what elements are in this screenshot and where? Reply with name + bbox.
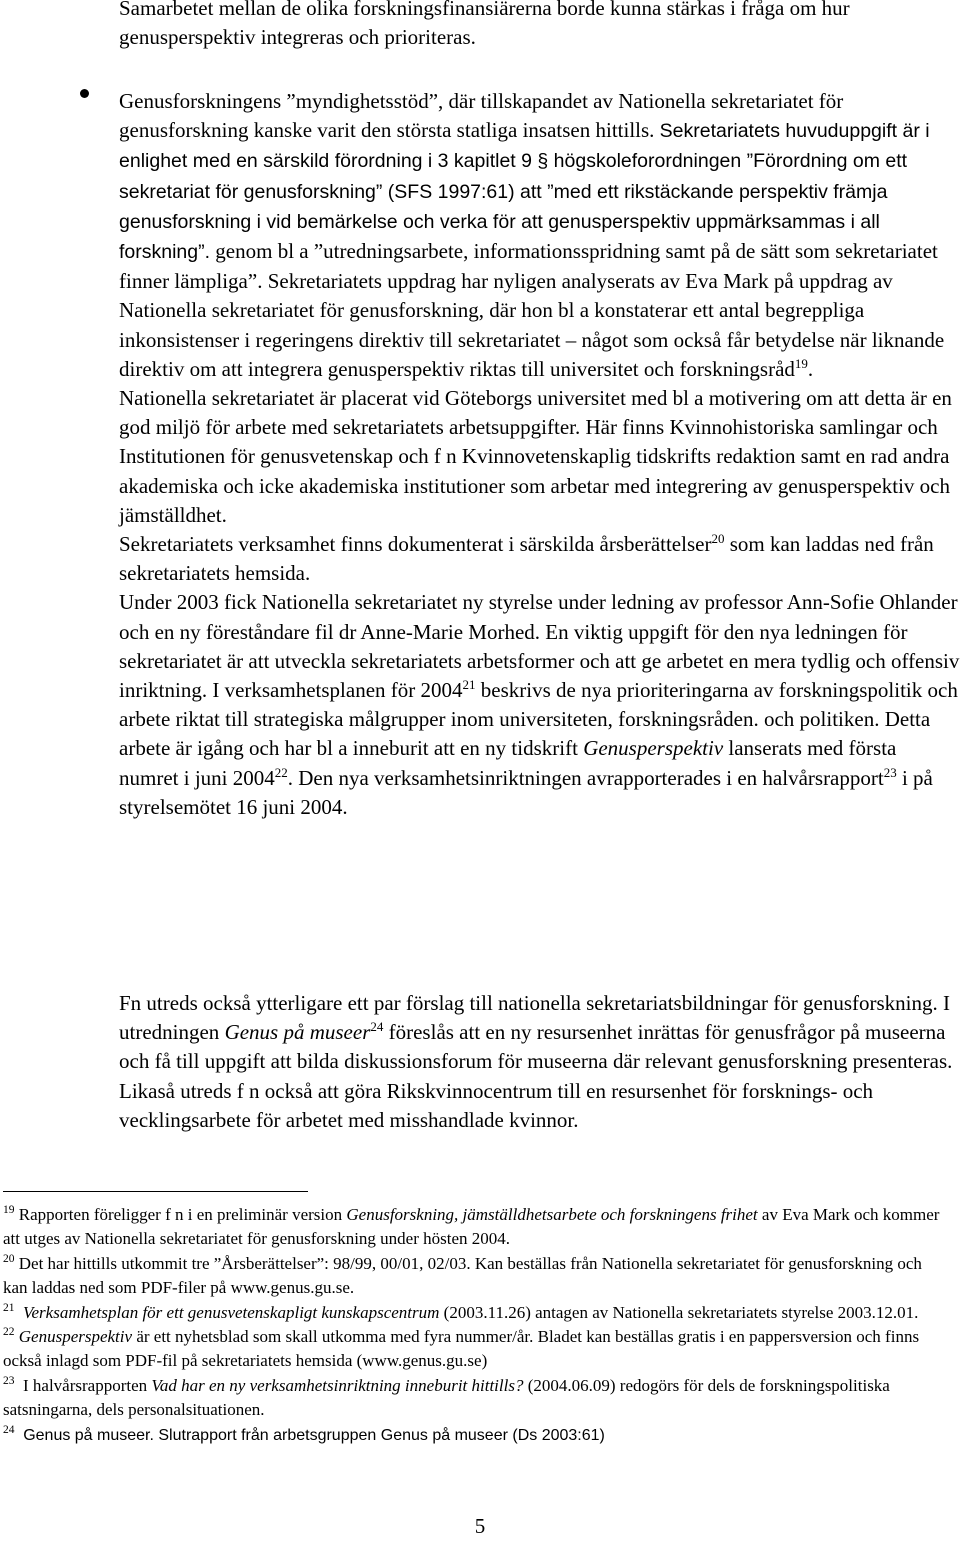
footnote-number: 19: [3, 1204, 15, 1216]
footnote-22: [3, 1325, 948, 1374]
text: Det har hittills utkommit tre ”Årsberättelser”: 98/99, 00/01, 02/03. Kan beställas från Nationella sekretariatet för genusforskning och kan laddas ned som PDF-filer på www.genus.gu.se.: [3, 1253, 922, 1298]
text: Genus på museer. Slutrapport från arbetsgruppen Genus på museer (Ds 2003:61): [18, 1426, 605, 1444]
page-number: 5: [474, 1514, 486, 1538]
paragraph-styrelse: [119, 588, 960, 822]
footnotes: [3, 1203, 948, 1448]
paragraph-arsberattelser: [119, 530, 960, 588]
footnote-ref-20[interactable]: 20: [711, 531, 725, 547]
report-title: Genusforskning, jämställdhetsarbete och forskningens frihet: [346, 1205, 758, 1224]
journal-title: Genusperspektiv: [18, 1327, 133, 1347]
text: (2004.06.09) redogörs för dels de forskningspolitiska satsningarna, dels personalsituationen.: [3, 1375, 890, 1420]
text: Rapporten föreligger f n i en preliminär version: [14, 1205, 347, 1224]
text: . Den nya verksamhetsinriktningen avrapporterades i en halvårsrapport: [287, 765, 884, 790]
text: Genusforskningens ”myndighetsstöd”, där tillskapandet av Nationella sekretariatet för genusforskning kanske varit den största statliga insatsen hittills.: [119, 89, 844, 143]
text: högskoleforordningen ”Förordning om ett sekretariat för genusforskning” (SFS 1997:61) att ”med ett rikstäckande perspektiv främja genusforskning i vid bemärkelse och verka för att genusperspektiv uppmärksammas i all forskning”.: [119, 150, 908, 264]
bullet-icon: [80, 89, 89, 98]
footnote-ref-19[interactable]: 19: [794, 355, 808, 371]
main-text: [119, 87, 960, 822]
report-title: Vad har en ny verksamhetsinriktning inneburit hittills?: [151, 1375, 524, 1395]
text: av Eva Mark och kommer att utges av Nationella sekretariatet för genusforskning under hösten 2004.: [3, 1205, 940, 1249]
footnote-number: 24: [3, 1423, 15, 1436]
text: lanserats med första numret i juni 2004: [119, 736, 897, 790]
text: Sekretariatets huvuduppgift är i enlighet med en särskild förordning i 3 kapitlet 9: [119, 120, 930, 173]
text: Sekretariatets verksamhet finns dokumenterat i särskilda årsberättelser: [119, 532, 712, 557]
text: (2003.11.26) antagen av Nationella sekretariatets styrelse 2003.12.01.: [439, 1302, 919, 1322]
footnote-number: 23: [3, 1374, 15, 1387]
footnote-number: 21: [3, 1301, 15, 1314]
footnote-21: [3, 1301, 948, 1325]
footnote-ref-21[interactable]: 21: [462, 677, 476, 693]
text: Under 2003 fick Nationella sekretariatet ny styrelse under ledning av professor Ann-Sofie Ohlander och en ny föreståndare fil dr Anne-Marie Morhed. En viktig uppgift för den nya ledningen för sekretariatet är att utveckla sekretariatets arbetsformer och att ge arbetet en mera tydlig och offensiv inriktning. I verksamhetsplanen för 2004: [119, 590, 960, 703]
paragraph-utredningar: [119, 989, 959, 1135]
intro-paragraph: Samarbetet mellan de olika forskningsfinansiärerna borde kunna stärkas i fråga om hur genusperspektiv integreras och prioriteras.: [119, 0, 850, 50]
paragraph-myndighetsstod: [119, 87, 960, 384]
footnote-ref-24[interactable]: 24: [370, 1019, 384, 1035]
footnote-24: [3, 1423, 948, 1448]
text: föreslås att en ny resursenhet inrättas för genusfrågor på museerna och få till uppgift att bilda diskussionsforum för museerna där relevant genusforskning presenteras. Likaså utreds f n också att göra Rikskvinnocentrum till en resursenhet för forsknings- och vecklingsarbete för arbetet med misshandlade kvinnor.: [119, 1020, 953, 1132]
paragraph-placering: Nationella sekretariatet är placerat vid Göteborgs universitet med bl a motivering om att detta är en god miljö för arbete med sekretariatets arbetsuppgifter. Här finns Kvinnohistoriska samlingar och Institutionen för genusvetenskap och f n Kvinnovetenskaplig tidskrifts redaktion samt en rad andra akademiska och icke akademiska institutioner som arbetar med integrering av genusperspektiv och jämställdhet.: [119, 386, 952, 527]
text: .: [807, 356, 814, 381]
footnote-ref-22[interactable]: 22: [274, 764, 288, 780]
text: beskrivs de nya prioriteringarna av forskningspolitik och arbete riktat till strategiska målgrupper inom universiteten, forskningsråden. och politiken. Detta arbete är igång och har bl a inneburit att en ny tidskrift: [119, 678, 958, 761]
section-sign: §: [537, 150, 549, 173]
footnote-19: [3, 1203, 948, 1252]
plan-title: Verksamhetsplan för ett genusvetenskapligt kunskapscentrum: [23, 1302, 440, 1322]
text: genom bl a ”utredningsarbete, informationsspridning samt på de sätt som sekretariatet finner lämpliga”. Sekretariatets uppdrag har nyligen analyserats av Eva Mark på uppdrag av Nationella sekretariatet för genusforskning, där hon bl a konstaterar ett antal begreppliga inkonsistenser i regeringens direktiv till sekretariatet – något som också får betydelse när liknande direktiv om att integrera genusperspektiv riktas till universitet och forskningsråd: [119, 239, 945, 381]
text: Fn utreds också ytterligare ett par förslag till nationella sekretariatsbildningar för genusforskning. I utredningen: [119, 991, 951, 1045]
footnote-23: [3, 1374, 948, 1423]
report-title: Genus på museer: [224, 1020, 371, 1045]
text: i på styrelsemötet 16 juni 2004.: [119, 765, 933, 819]
footnote-separator: [3, 1191, 308, 1192]
text: I halvårsrapporten: [18, 1375, 152, 1395]
text: är ett nyhetsblad som skall utkomma med fyra nummer/år. Bladet kan beställas gratis i en pappersversion och finns också inlagd som PDF-fil på sekretariatets hemsida (www.genus.gu.se): [3, 1327, 920, 1371]
footnote-ref-23[interactable]: 23: [883, 764, 897, 780]
journal-title: Genusperspektiv: [583, 736, 724, 761]
footnote-number: 20: [3, 1252, 15, 1265]
footnote-20: [3, 1252, 948, 1301]
text: som kan laddas ned från sekretariatets hemsida.: [119, 532, 934, 586]
footnote-number: 22: [3, 1326, 15, 1339]
